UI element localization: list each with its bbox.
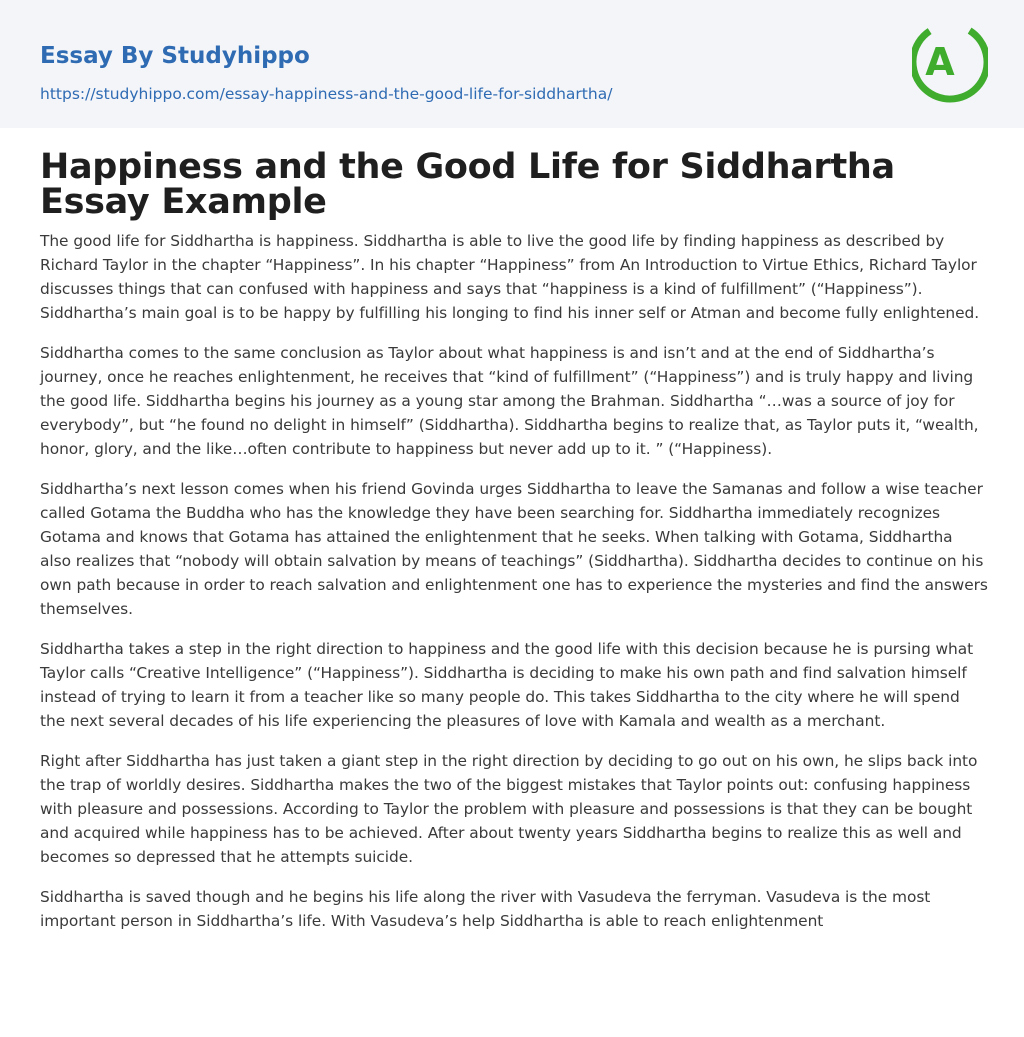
- site-brand[interactable]: Essay By Studyhippo: [40, 43, 310, 69]
- paragraph-5: Right after Siddhartha has just taken a giant step in the right direction by deciding to go out on his own, he slips back into the trap of worldly desires. Siddhartha makes the two of the biggest mistakes that Taylor points out: confusing happiness with pleasure and possessions. According to Taylor the problem with pleasure and possessions is that they can be bought and acquired while happiness has to be achieved. After about twenty years Siddhartha begins to realize this as well and becomes so depressed that he attempts suicide.: [40, 752, 978, 866]
- essay-body: [40, 229, 988, 949]
- page-title: Happiness and the Good Life for Siddhartha Essay Example: [40, 147, 895, 222]
- essay-url-link[interactable]: https://studyhippo.com/essay-happiness-and-the-good-life-for-siddhartha/: [40, 85, 613, 103]
- paragraph-2: Siddhartha comes to the same conclusion as Taylor about what happiness is and isn’t and at the end of Siddhartha’s journey, once he reaches enlightenment, he receives that “kind of fulfillment” (“Happiness”) and is truly happy and living the good life. Siddhartha begins his journey as a young star among the Brahman. Siddhartha “…was a source of joy for everybody”, but “he found no delight in himself” (Siddhartha). Siddhartha begins to realize that, as Taylor puts it, “wealth, honor, glory, and the like…often contribute to happiness but never add up to it. ” (“Happiness).: [40, 344, 979, 458]
- logo-letter: A: [925, 40, 955, 84]
- paragraph-4: Siddhartha takes a step in the right direction to happiness and the good life with this decision because he is pursing what Taylor calls “Creative Intelligence” (“Happiness”). Siddhartha is deciding to make his own path and find salvation himself instead of trying to learn it from a teacher like so many people do. This takes Siddhartha to the city where he will spend the next several decades of his life experiencing the pleasures of love with Kamala and wealth as a merchant.: [40, 640, 974, 730]
- paragraph-6: Siddhartha is saved though and he begins his life along the river with Vasudeva the ferryman. Vasudeva is the most important person in Siddhartha’s life. With Vasudeva’s help Siddhartha is able to reach enlightenment: [40, 888, 931, 930]
- paragraph-3: Siddhartha’s next lesson comes when his friend Govinda urges Siddhartha to leave the Samanas and follow a wise teacher called Gotama the Buddha who has the knowledge they have been searching for. Siddhartha immediately recognizes Gotama and knows that Gotama has attained the enlightenment that he seeks. When talking with Gotama, Siddhartha also realizes that “nobody will obtain salvation by means of teachings” (Siddhartha). Siddhartha decides to continue on his own path because in order to reach salvation and enlightenment one has to experience the mysteries and find the answers themselves.: [40, 480, 988, 618]
- paragraph-1: The good life for Siddhartha is happiness. Siddhartha is able to live the good life by finding happiness as described by Richard Taylor in the chapter “Happiness”. In his chapter “Happiness” from An Introduction to Virtue Ethics, Richard Taylor discusses things that can confused with happiness and says that “happiness is a kind of fulfillment” (“Happiness”). Siddhartha’s main goal is to be happy by fulfilling his longing to find his inner self or Atman and become fully enlightened.: [40, 232, 980, 322]
